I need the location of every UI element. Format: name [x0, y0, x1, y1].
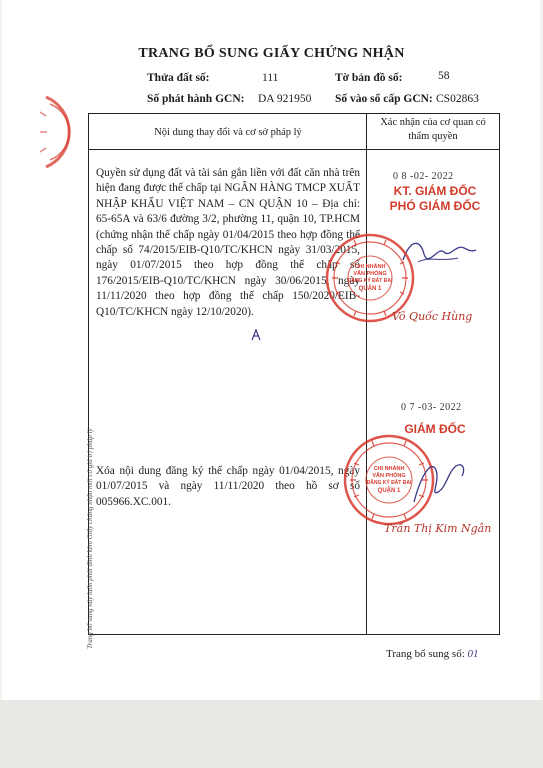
entry2-text: Xóa nội dung đăng ký thế chấp ngày 01/04/2015, ngày 01/07/2015 và ngày 11/11/2020 theo hồ sơ số 005966.XC.001.: [96, 465, 360, 508]
registry-number-label-wrap: [335, 93, 433, 105]
background-area: [0, 700, 543, 768]
column-header-content: Nội dung thay đổi và cơ sở pháp lý: [154, 127, 302, 138]
seal1-line1: CHI NHÁNH: [354, 264, 386, 270]
certificate-serial-label-wrap: [147, 93, 244, 105]
seal2-line3: ĐĂNG KÝ ĐẤT ĐAI: [366, 480, 412, 486]
entry2-date: 0 7 -03- 2022: [401, 402, 462, 413]
certificate-serial-value-wrap: [258, 93, 311, 105]
table-column-divider: [366, 113, 367, 634]
signature-2: [404, 452, 474, 512]
seal1-line3: ĐĂNG KÝ ĐẤT ĐAI: [347, 278, 393, 284]
seal2-line2: VĂN PHÒNG: [372, 473, 406, 479]
registry-number-label: Số vào sổ cấp GCN:: [335, 93, 433, 105]
registry-number-value: CS02863: [436, 93, 479, 105]
entry1-date: 0 8 -02- 2022: [393, 171, 454, 182]
entry1-title-line2: PHÓ GIÁM ĐỐC: [389, 199, 481, 213]
edge-stamp: [36, 92, 76, 172]
table-header-divider: [88, 149, 500, 150]
certificate-serial-label: Số phát hành GCN:: [147, 93, 245, 105]
parcel-number-label: Thửa đất số:: [147, 72, 210, 84]
column-header-confirmation: [367, 116, 499, 144]
entry2-signer: Trần Thị Kim Ngân: [384, 522, 492, 535]
seal1-line2: VĂN PHÒNG: [353, 271, 387, 277]
footer-label: Trang bổ sung số:: [386, 648, 465, 660]
map-sheet-label-wrap: [335, 72, 402, 84]
footer-page-number: 01: [467, 648, 479, 660]
parcel-number-value: 111: [262, 72, 279, 84]
certificate-serial-value: DA 921950: [258, 93, 312, 105]
parcel-number-row: [147, 72, 210, 84]
map-sheet-value-wrap: [438, 70, 450, 82]
side-note: Trang bổ sung này luôn phải đính kèm Giấy chứng nhận mới có giá trị pháp lý: [86, 428, 94, 649]
column-header-confirmation-line2: thẩm quyền: [408, 131, 458, 142]
parcel-number-value-wrap: [262, 72, 278, 84]
seal1-line4: QUẬN 1: [358, 286, 382, 292]
entry1-signer: Võ Quốc Hùng: [392, 310, 473, 323]
entry2-title: GIÁM ĐỐC: [404, 422, 466, 436]
column-header-confirmation-line1: Xác nhận của cơ quan có: [380, 117, 486, 128]
entry1-title-line1: KT. GIÁM ĐỐC: [393, 184, 477, 198]
map-sheet-value: 58: [438, 70, 450, 82]
page-footer: [386, 648, 479, 660]
page-title: TRANG BỔ SUNG GIẤY CHỨNG NHẬN: [138, 46, 405, 61]
seal2-line4: QUẬN 1: [377, 488, 401, 494]
ink-mark: [250, 328, 262, 342]
seal2-line1: CHI NHÁNH: [373, 466, 405, 472]
map-sheet-label: Tờ bản đồ số:: [335, 72, 403, 84]
entry1-text: Quyền sử dụng đất và tài sản gắn liền với đất căn nhà trên hiện đang được thế chấp tại NGÂN HÀNG TMCP XUẤT NHẬP KHẨU VIỆT NAM – CN QUẬN 10 – Địa chỉ: 65-65A và 63/6 đường 3/2, phường 11, quận 10, TP.HCM (chứng nhận thế chấp ngày 01/04/2015 theo hợp đồng thế chấp số 74/2015/EIB-Q10/TC/KHCN ngày 31/03/2015, ngày 01/07/2015 theo hợp đồng thế chấp số 176/2015/EIB-Q10/TC/KHCN ngày 30/06/2015, ngày 11/11/2020 theo hợp đồng thế chấp 150/2020/EIB-Q10/TC/KHCN ngày 12/10/2020).: [96, 167, 360, 318]
registry-number-value-wrap: [436, 93, 479, 105]
